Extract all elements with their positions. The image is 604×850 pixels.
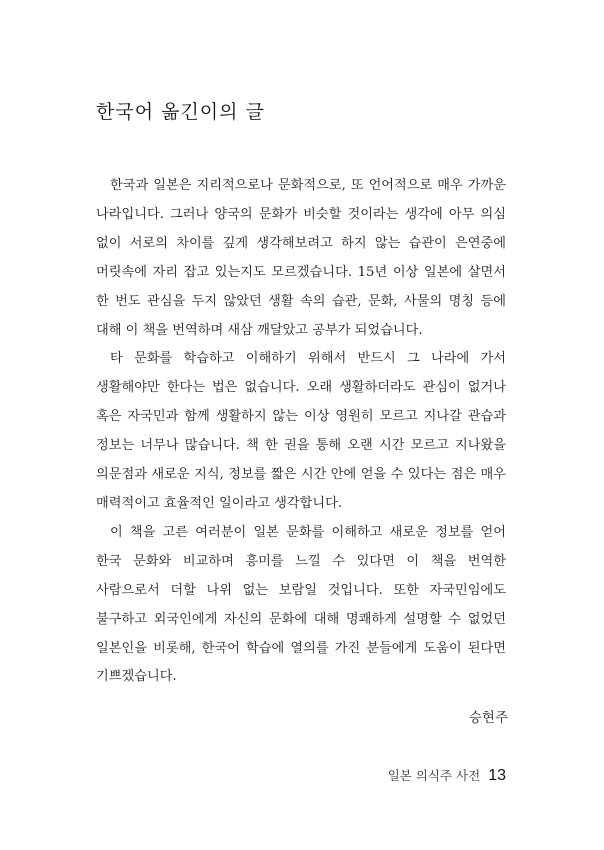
body-text bbox=[96, 172, 506, 692]
page-footer bbox=[388, 766, 506, 785]
paragraph-3: 이 책을 고른 여러분이 일본 문화를 이해하고 새로운 정보를 얻어 한국 문화와 비교하며 흥미를 느낄 수 있다면 이 책을 번역한 사람으로서 더할 나위 없는 보람일 것입니다. 또한 자국민임에도 불구하고 외국인에게 자신의 문화에 대해 명쾌하게 설명할 수 없었던 일본인을 비롯해, 한국어 학습에 열의를 가진 분들에게 도움이 된다면 기쁘겠습니다. bbox=[96, 524, 506, 685]
paragraph-2: 타 문화를 학습하고 이해하기 위해서 반드시 그 나라에 가서 생활해야만 한다는 법은 없습니다. 오래 생활하더라도 관심이 없거나 혹은 자국민과 함께 생활하지 않는 이상 영원히 모르고 지나갈 관습과 정보는 너무나 많습니다. 책 한 권을 통해 오랜 시간 모르고 지나왔을 의문점과 새로운 지식, 정보를 짧은 시간 안에 얻을 수 있다는 점은 매우 매력적이고 효율적인 일이라고 생각합니다. bbox=[96, 351, 506, 511]
page-number: 13 bbox=[488, 767, 506, 784]
page-title: 한국어 옮긴이의 글 bbox=[96, 100, 265, 123]
paragraph-1: 한국과 일본은 지리적으로나 문화적으로, 또 언어적으로 매우 가까운 나라입니다. 그러나 양국의 문화가 비슷할 것이라는 생각에 아무 의심 없이 서로의 차이를 깊게 생각해보려고 하지 않는 습관이 은연중에 머릿속에 자리 잡고 있는지도 모르겠습니다. 15년 이상 일본에 살면서 한 번도 관심을 두지 않았던 생활 속의 습관, 문화, 사물의 명칭 등에 대해 이 책을 번역하며 새삼 깨달았고 공부가 되었습니다. bbox=[96, 178, 506, 338]
running-footer-title: 일본 의식주 사전 bbox=[387, 768, 481, 783]
translator-signature: 승현주 bbox=[468, 710, 508, 726]
